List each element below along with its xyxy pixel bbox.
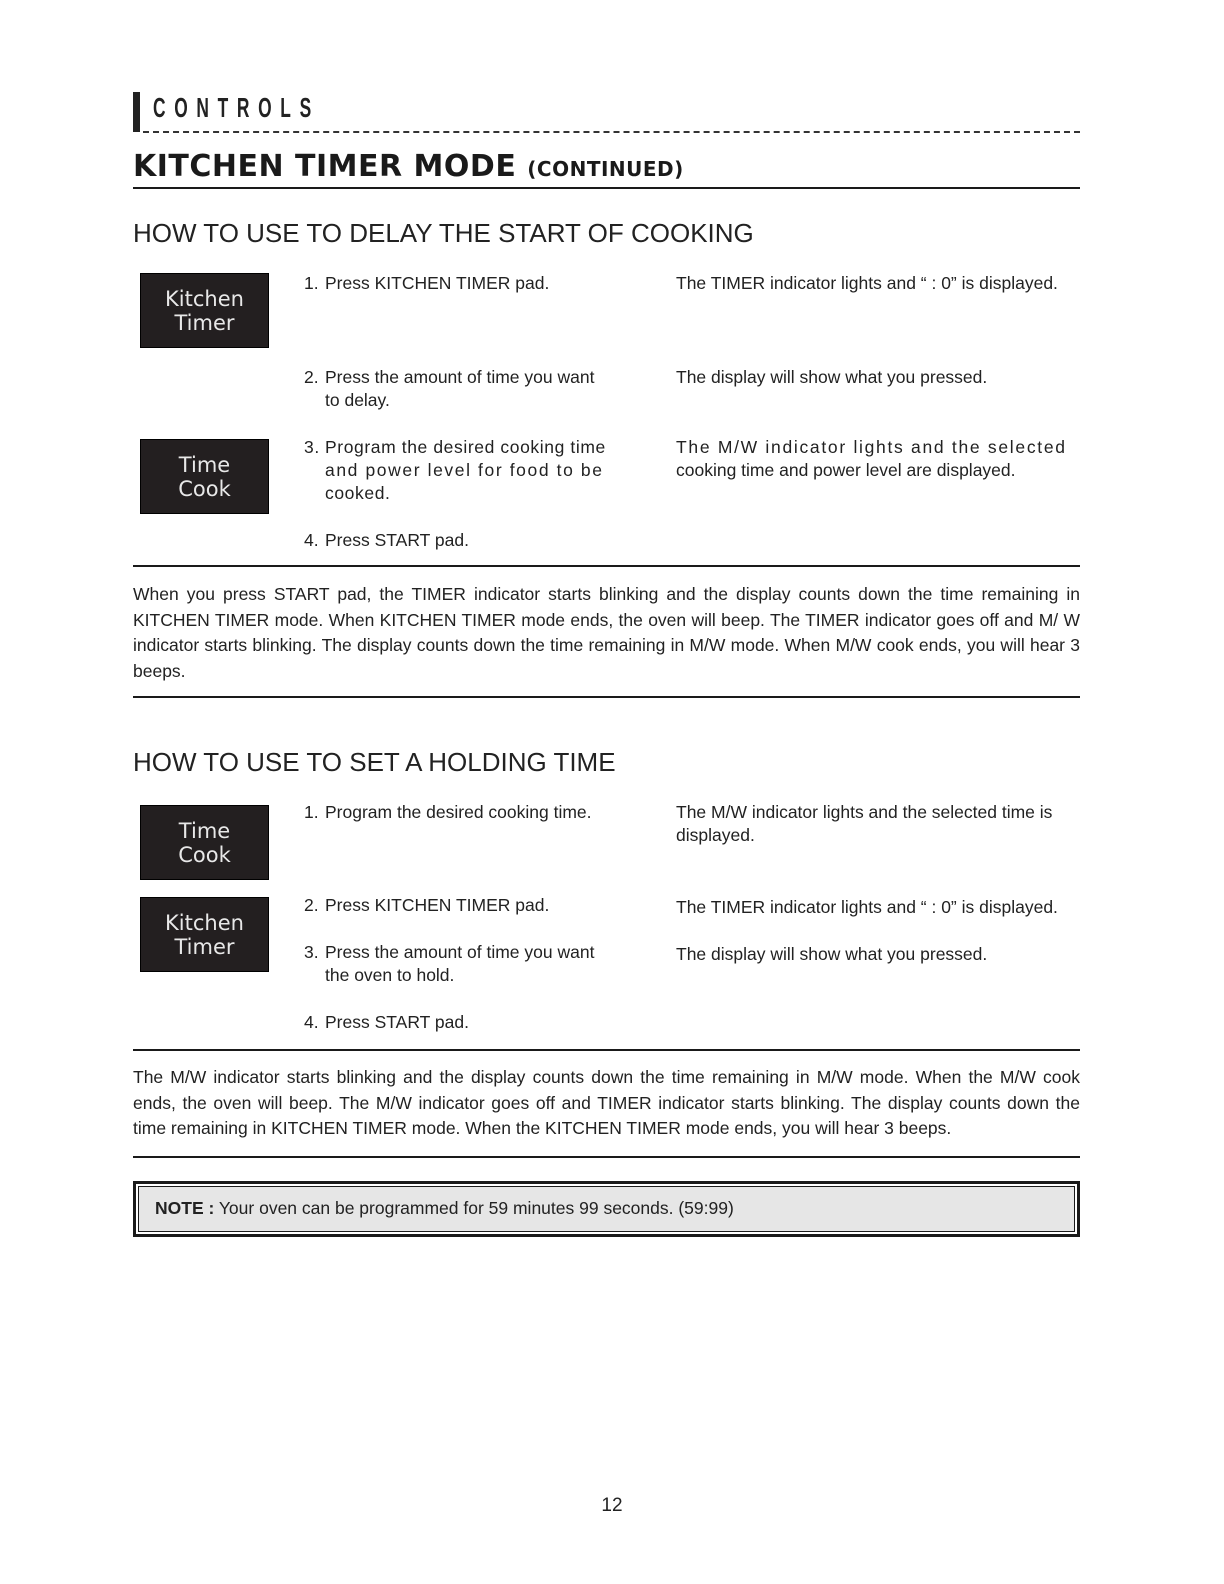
step-number: 1. xyxy=(304,802,319,822)
section-marker-bar xyxy=(133,92,140,132)
delay-summary: When you press START pad, the TIMER indicator starts blinking and the display counts down the time remaining in KITCHEN TIMER mode. When KITCHEN TIMER mode ends, the oven will beep. The TIMER indicator goes off and M/ W indicator starts blinking. The display counts down the time remaining in M/W mode. When M/W cook ends, you will hear 3 beeps. xyxy=(133,584,1080,681)
result-text-cont: cooking time and power level are displayed. xyxy=(676,460,1016,480)
step-text: Program the desired cooking time xyxy=(325,437,606,457)
step-text-cont: cooked. xyxy=(325,483,391,503)
holding-section-heading: HOW TO USE TO SET A HOLDING TIME xyxy=(133,747,616,777)
result-text: The M/W indicator lights and the selected xyxy=(676,437,1067,457)
kitchen-timer-pad xyxy=(141,898,268,971)
delay-result-2 xyxy=(676,366,1080,389)
section-divider xyxy=(133,696,1080,698)
note-label: NOTE : xyxy=(155,1198,215,1218)
page-title xyxy=(133,149,684,184)
title-underline xyxy=(133,187,1080,189)
step-number: 2. xyxy=(304,367,319,387)
page-title-text: KITCHEN TIMER MODE xyxy=(133,149,517,184)
step-number: 3. xyxy=(304,942,319,962)
step-number: 3. xyxy=(304,437,320,457)
kitchen-timer-pad xyxy=(141,274,268,347)
result-text: The display will show what you pressed. xyxy=(676,944,988,964)
holding-result-1 xyxy=(676,801,1080,847)
holding-result-2 xyxy=(676,896,1080,919)
time-cook-pad xyxy=(141,440,268,513)
delay-step-3 xyxy=(304,436,634,505)
holding-result-3 xyxy=(676,943,1080,966)
pad-label-line1: Time xyxy=(178,818,231,843)
section-label: CONTROLS xyxy=(153,92,320,123)
delay-section-heading: HOW TO USE TO DELAY THE START OF COOKING xyxy=(133,218,754,248)
step-text: Press KITCHEN TIMER pad. xyxy=(325,273,550,293)
step-text: Press START pad. xyxy=(325,530,469,550)
step-number: 4. xyxy=(304,530,319,550)
result-text: The TIMER indicator lights and “ : 0” is displayed. xyxy=(676,273,1058,293)
holding-step-4 xyxy=(304,1011,634,1034)
step-text-cont: the oven to hold. xyxy=(325,965,455,985)
pad-label-line2: Cook xyxy=(178,476,231,501)
delay-step-1 xyxy=(304,272,634,295)
section-divider xyxy=(133,565,1080,567)
result-text: The TIMER indicator lights and “ : 0” is displayed. xyxy=(676,897,1058,917)
delay-step-4 xyxy=(304,529,634,552)
step-text-cont: to delay. xyxy=(325,390,390,410)
step-number: 2. xyxy=(304,895,319,915)
step-text: Press the amount of time you want xyxy=(325,942,595,962)
result-text: The display will show what you pressed. xyxy=(676,367,988,387)
step-text: Program the desired cooking time. xyxy=(325,802,592,822)
delay-result-1 xyxy=(676,272,1080,295)
step-text-cont: and power level for food to be xyxy=(325,460,604,480)
result-text-cont: displayed. xyxy=(676,825,755,845)
pad-label-line1: Kitchen xyxy=(165,286,244,311)
step-text: Press KITCHEN TIMER pad. xyxy=(325,895,550,915)
pad-label-line1: Time xyxy=(178,452,231,477)
step-text: Press START pad. xyxy=(325,1012,469,1032)
holding-summary: The M/W indicator starts blinking and the display counts down the time remaining in M/W mode. When the M/W cook ends, the oven will beep. The M/W indicator goes off and TIMER indicator starts blinking. The display counts down the time remaining in KITCHEN TIMER mode. When the KITCHEN TIMER mode ends, you will hear 3 beeps. xyxy=(133,1067,1080,1138)
pad-label-line2: Timer xyxy=(174,934,235,959)
step-number: 4. xyxy=(304,1012,319,1032)
delay-step-2 xyxy=(304,366,634,412)
holding-step-2 xyxy=(304,894,634,917)
note-text xyxy=(155,1198,734,1219)
holding-step-3 xyxy=(304,941,634,987)
page-number: 12 xyxy=(601,1495,623,1516)
result-text: The M/W indicator lights and the selected time is xyxy=(676,802,1053,822)
time-cook-pad xyxy=(141,806,268,879)
pad-label-line1: Kitchen xyxy=(165,910,244,935)
holding-step-1 xyxy=(304,801,634,824)
pad-label-line2: Cook xyxy=(178,842,231,867)
step-number: 1. xyxy=(304,273,319,293)
page-title-suffix: (CONTINUED) xyxy=(527,157,684,181)
note-body: Your oven can be programmed for 59 minutes 99 seconds. (59:99) xyxy=(218,1198,734,1218)
dashed-divider xyxy=(143,131,1080,133)
step-text: Press the amount of time you want xyxy=(325,367,595,387)
section-divider xyxy=(133,1049,1080,1051)
section-divider xyxy=(133,1156,1080,1158)
pad-label-line2: Timer xyxy=(174,310,235,335)
delay-result-3 xyxy=(676,436,1080,482)
